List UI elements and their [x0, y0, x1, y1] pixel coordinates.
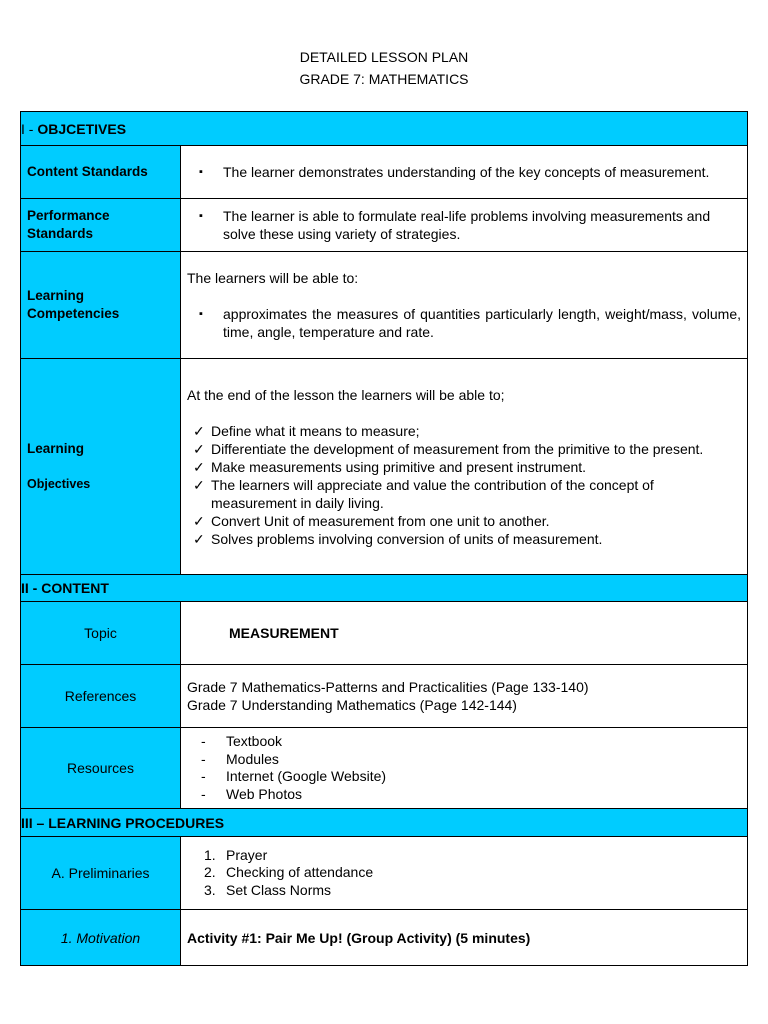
objectives-intro: At the end of the lesson the learners will be able to; [187, 386, 505, 403]
dash-bullet-icon: - [201, 733, 206, 749]
motivation-value: Activity #1: Pair Me Up! (Group Activity) (5 minutes) [181, 910, 748, 966]
learning-competencies-label: Learning Competencies [21, 252, 181, 359]
performance-standards-label: Performance Standards [21, 199, 181, 252]
document-subtitle: GRADE 7: MATHEMATICS [299, 71, 469, 87]
list-item: ✓ Differentiate the development of measurement from the primitive to the present. [187, 440, 741, 458]
learning-objectives-value [181, 359, 748, 575]
check-icon: ✓ [193, 476, 205, 493]
list-item: - Internet (Google Website) [181, 768, 747, 786]
square-bullet-icon: ▪ [199, 308, 203, 320]
competencies-intro: The learners will be able to: [187, 270, 359, 286]
check-icon: ✓ [193, 530, 205, 547]
list-item: ✓ Make measurements using primitive and present instrument. [187, 458, 741, 476]
references-label: References [21, 665, 181, 728]
resources-list [181, 733, 747, 803]
motivation-label: 1. Motivation [21, 910, 181, 966]
dash-bullet-icon: - [201, 750, 206, 767]
learning-competencies-value: The learners will be able to: ▪ approximates the measures of quantities particularly length, weight/mass, volume, time, angle, temperature and rate. [181, 252, 748, 359]
section-procedures-row [21, 809, 748, 837]
topic-row [21, 602, 748, 665]
topic-value: MEASUREMENT [181, 602, 748, 665]
preliminaries-list [181, 847, 747, 900]
list-item: 3. Set Class Norms [204, 881, 332, 898]
check-icon: ✓ [193, 440, 205, 457]
topic-label: Topic [21, 602, 181, 665]
check-icon: ✓ [193, 512, 205, 529]
performance-standards-value: ▪ The learner is able to formulate real-life problems involving measurements and solve these using variety of strategies. [181, 199, 748, 252]
resources-value [181, 728, 748, 809]
list-item: ✓ Solves problems involving conversion of units of measurement. [187, 530, 741, 548]
list-item: - Textbook [181, 733, 747, 751]
dash-bullet-icon: - [201, 768, 206, 784]
list-item: 1. Prayer [204, 846, 268, 863]
section-content-heading: II - CONTENT [21, 575, 748, 602]
page-header [0, 0, 768, 90]
list-item: ✓ Define what it means to measure; [187, 422, 741, 440]
list-item: ✓ The learners will appreciate and value the contribution of the concept of measurement in daily living. [187, 476, 741, 512]
square-bullet-icon: ▪ [199, 210, 203, 222]
preliminaries-row [21, 837, 748, 910]
check-icon: ✓ [193, 458, 205, 475]
content-standards-row [21, 146, 748, 199]
performance-standards-row [21, 199, 748, 252]
resources-row [21, 728, 748, 809]
check-icon: ✓ [193, 422, 205, 439]
list-item: 2. Checking of attendance [204, 864, 374, 881]
dash-bullet-icon: - [201, 785, 206, 802]
resources-label: Resources [21, 728, 181, 809]
objectives-checklist [187, 422, 741, 548]
section-procedures-heading: III – LEARNING PROCEDURES [21, 809, 748, 837]
list-item: - Modules [181, 751, 747, 769]
preliminaries-label: A. Preliminaries [21, 837, 181, 910]
list-item: ✓ Convert Unit of measurement from one unit to another. [187, 512, 741, 530]
motivation-row [21, 910, 748, 966]
list-item: - Web Photos [181, 786, 747, 804]
learning-objectives-label: Learning Objectives [21, 359, 181, 575]
preliminaries-value [181, 837, 748, 910]
square-bullet-icon: ▪ [199, 166, 203, 178]
lesson-plan-table [20, 111, 748, 966]
learning-objectives-row [21, 359, 748, 575]
content-standards-label: Content Standards [21, 146, 181, 199]
section-objectives-heading: I - OBJCETIVES [21, 112, 748, 146]
learning-competencies-row [21, 252, 748, 359]
section-objectives-row [21, 112, 748, 146]
content-standards-value: ▪ The learner demonstrates understanding of the key concepts of measurement. [181, 146, 748, 199]
references-row [21, 665, 748, 728]
section-content-row [21, 575, 748, 602]
references-value: Grade 7 Mathematics-Patterns and Practicalities (Page 133-140) Grade 7 Understanding Mathematics (Page 142-144) [181, 665, 748, 728]
document-title: DETAILED LESSON PLAN [299, 49, 469, 65]
